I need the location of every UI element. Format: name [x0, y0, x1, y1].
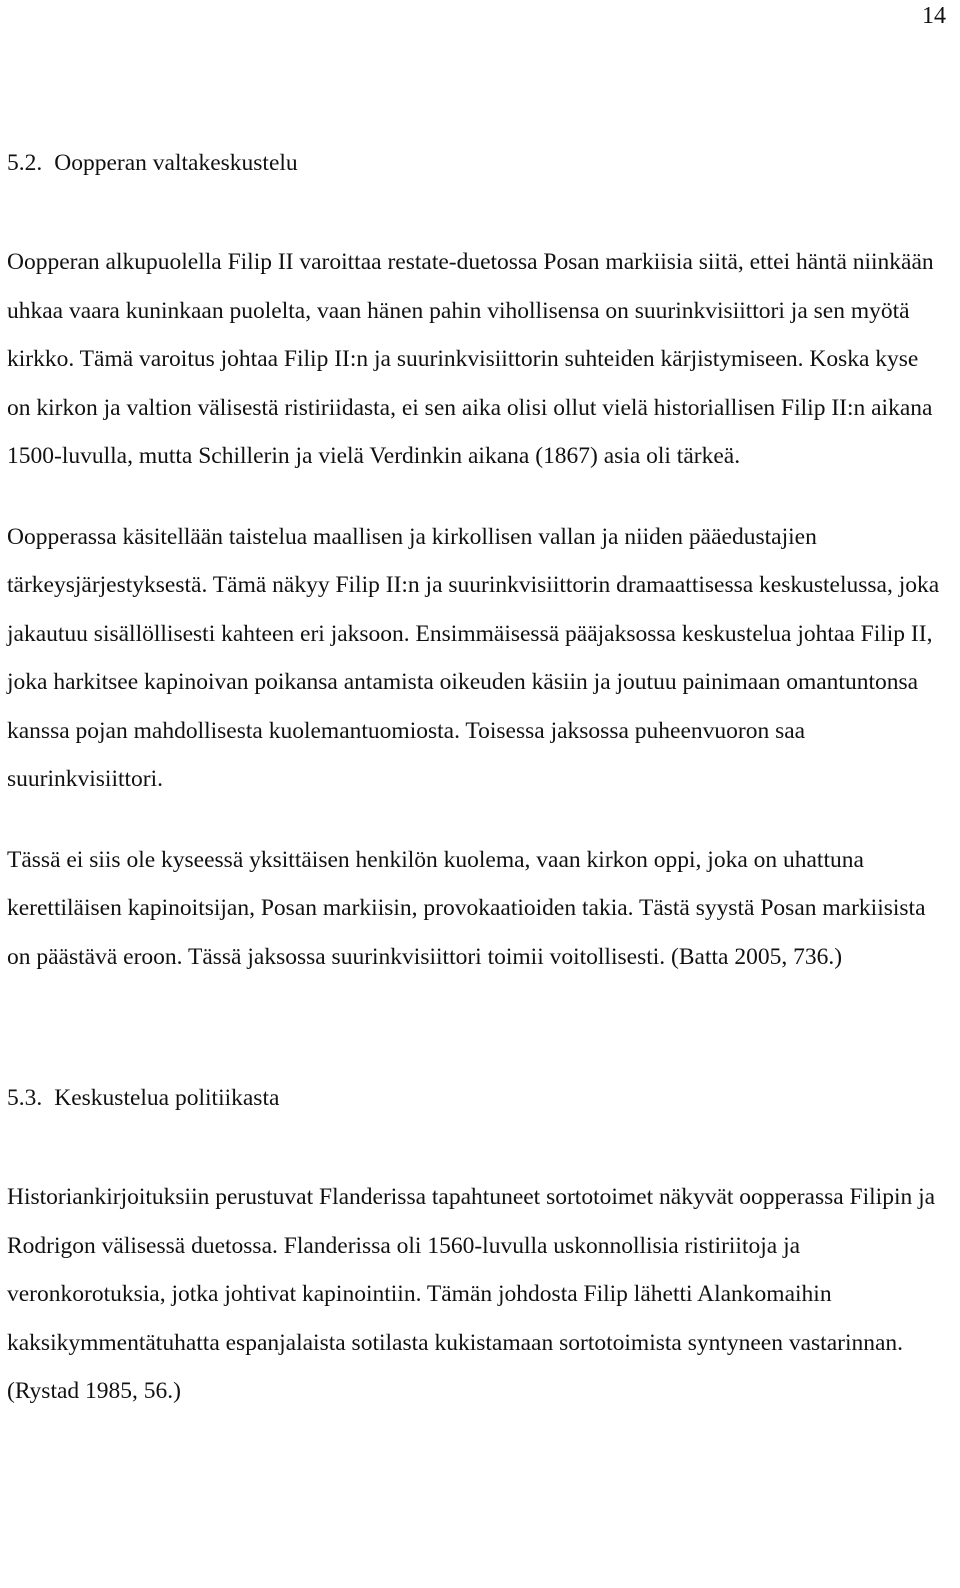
section-title: Oopperan valtakeskustelu — [54, 150, 298, 176]
document-body — [7, 146, 947, 1416]
paragraph: Oopperassa käsitellään taistelua maallisen ja kirkollisen vallan ja niiden pääedustajien tärkeysjärjestyksestä. Tämä näkyy Filip II:n ja suurinkvisiittorin dramaattisessa keskustelussa, joka jakautuu sisällöllisesti kahteen eri jaksoon. Ensimmäisessä pääjaksossa keskustelua johtaa Filip II, joka harkitsee kapinoivan poikansa antamista oikeuden käsiin ja joutuu painimaan omantuntonsa kanssa pojan mahdollisesta kuolemantuomiosta. Toisessa jaksossa puheenvuoron saa suurinkvisiittori. — [7, 523, 940, 792]
paragraph: Historiankirjoituksiin perustuvat Flanderissa tapahtuneet sortotoimet näkyvät oopperassa Filipin ja Rodrigon välisessä duetossa. Flanderissa oli 1560-luvulla uskonnollisia ristiriitoja ja veronkorotuksia, jotka johtivat kapinointiin. Tämän johdosta Filip lähetti Alankomaihin kaksikymmentätuhatta espanjalaista sotilasta kukistamaan sortotoimista syntyneen vastarinnan. (Rystad 1985, 56.) — [7, 1184, 936, 1404]
paragraph: Tässä ei siis ole kyseessä yksittäisen henkilön kuolema, vaan kirkon oppi, joka on uhattuna kerettiläisen kapinoitsijan, Posan markiisin, provokaatioiden takia. Tästä syystä Posan markiisista on päästävä eroon. Tässä jaksossa suurinkvisiittori toimii voitollisesti. (Batta 2005, 736.) — [7, 846, 926, 970]
section-number: 5.3. — [7, 1085, 43, 1111]
page-number: 14 — [922, 3, 946, 29]
paragraph: Oopperan alkupuolella Filip II varoittaa restate-duetossa Posan markiisia siitä, ettei häntä niinkään uhkaa vaara kuninkaan puolelta, vaan hänen pahin vihollisensa on suurinkvisiittori ja sen myötä kirkko. Tämä varoitus johtaa Filip II:n ja suurinkvisiittorin suhteiden kärjistymiseen. Koska kyse on kirkon ja valtion välisestä ristiriidasta, ei sen aika olisi ollut vielä historiallisen Filip II:n aikana 1500-luvulla, mutta Schillerin ja vielä Verdinkin aikana (1867) asia oli tärkeä. — [7, 249, 934, 469]
section-title: Keskustelua politiikasta — [54, 1085, 280, 1111]
section-heading-5-3 — [7, 1081, 947, 1115]
section-heading-5-2 — [7, 146, 947, 180]
section-number: 5.2. — [7, 150, 43, 176]
